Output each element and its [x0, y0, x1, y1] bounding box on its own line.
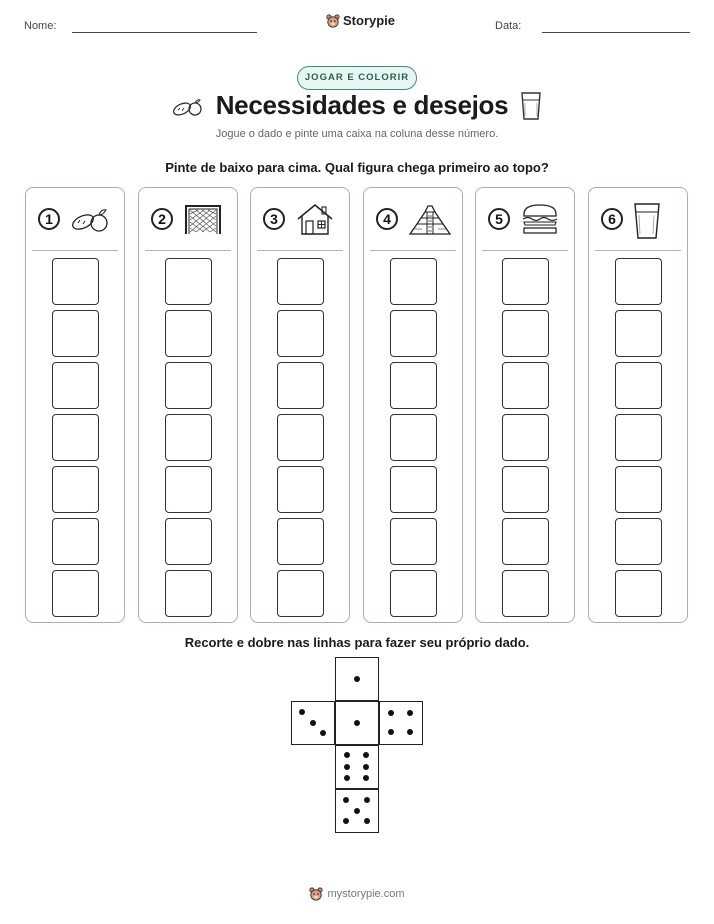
column-header [364, 202, 462, 236]
soccer-goal-icon [183, 202, 223, 241]
die-pip [364, 797, 370, 803]
color-box[interactable] [615, 310, 662, 357]
subtitle: Jogue o dado e pinte uma caixa na coluna desse número. [215, 128, 499, 140]
die-pip [363, 764, 369, 770]
column-header [251, 202, 349, 236]
color-box[interactable] [615, 414, 662, 461]
house-icon [295, 202, 335, 241]
die-pip [310, 720, 316, 726]
color-box[interactable] [52, 258, 99, 305]
color-box[interactable] [165, 362, 212, 409]
color-box[interactable] [615, 362, 662, 409]
column-divider [370, 250, 456, 251]
color-box[interactable] [277, 258, 324, 305]
die-pip [364, 818, 370, 824]
footer [0, 887, 714, 901]
die-pip [407, 729, 413, 735]
column-6 [588, 187, 688, 623]
glass-of-water-icon [633, 202, 661, 245]
column-5 [475, 187, 575, 623]
fruit-title-icon [172, 95, 204, 117]
column-divider [145, 250, 231, 251]
die-pip [344, 775, 350, 781]
brand-logo [326, 13, 395, 28]
die-face-1 [335, 657, 379, 701]
die-pip [344, 764, 350, 770]
color-box[interactable] [390, 362, 437, 409]
column-header [476, 202, 574, 236]
sandwich-icon [520, 202, 560, 241]
color-box[interactable] [390, 570, 437, 617]
color-box[interactable] [277, 414, 324, 461]
column-divider [482, 250, 568, 251]
die-face-6 [335, 745, 379, 789]
column-number: 1 [38, 208, 60, 230]
color-box[interactable] [390, 258, 437, 305]
color-box[interactable] [52, 414, 99, 461]
die-pip [299, 709, 305, 715]
activity-badge: JOGAR E COLORIR [297, 66, 417, 90]
name-label: Nome: [24, 20, 57, 32]
color-box[interactable] [165, 518, 212, 565]
color-box[interactable] [277, 310, 324, 357]
brand-name: Storypie [343, 13, 396, 28]
color-box[interactable] [52, 518, 99, 565]
fruit-icon [70, 202, 110, 241]
column-header [26, 202, 124, 236]
color-box[interactable] [390, 466, 437, 513]
color-box[interactable] [165, 570, 212, 617]
color-box[interactable] [502, 518, 549, 565]
column-header [139, 202, 237, 236]
color-box[interactable] [615, 518, 662, 565]
die-face-1 [335, 701, 379, 745]
die-pip [344, 752, 350, 758]
column-2 [138, 187, 238, 623]
title-row [0, 90, 714, 121]
instruction-bottom: Recorte e dobre nas linhas para fazer seu próprio dado. [184, 635, 530, 650]
color-box[interactable] [277, 466, 324, 513]
die-face-5 [335, 789, 379, 833]
color-box[interactable] [615, 258, 662, 305]
die-pip [343, 818, 349, 824]
bear-mascot-icon [326, 14, 340, 28]
color-box[interactable] [390, 414, 437, 461]
column-4 [363, 187, 463, 623]
column-3 [250, 187, 350, 623]
color-box[interactable] [502, 570, 549, 617]
color-box[interactable] [52, 310, 99, 357]
color-box[interactable] [502, 414, 549, 461]
page-title: Necessidades e desejos [215, 90, 509, 120]
column-number: 4 [376, 208, 398, 230]
die-pip [354, 720, 360, 726]
instruction-top: Pinte de baixo para cima. Qual figura chega primeiro ao topo? [165, 160, 549, 175]
die-pip [343, 797, 349, 803]
color-box[interactable] [277, 518, 324, 565]
die-pip [320, 730, 326, 736]
color-box[interactable] [277, 362, 324, 409]
date-label: Data: [495, 20, 522, 32]
column-number: 5 [488, 208, 510, 230]
date-line[interactable] [542, 32, 690, 33]
color-box[interactable] [165, 310, 212, 357]
color-box[interactable] [615, 466, 662, 513]
color-box[interactable] [165, 466, 212, 513]
glass-title-icon [520, 91, 542, 121]
die-pip [363, 775, 369, 781]
color-box[interactable] [502, 466, 549, 513]
color-box[interactable] [390, 310, 437, 357]
color-box[interactable] [502, 258, 549, 305]
color-box[interactable] [390, 518, 437, 565]
die-face-4 [379, 701, 423, 745]
die-pip [354, 676, 360, 682]
die-pip [354, 808, 360, 814]
pyramid-icon [408, 202, 452, 241]
color-box[interactable] [615, 570, 662, 617]
color-box[interactable] [52, 362, 99, 409]
column-divider [257, 250, 343, 251]
column-divider [32, 250, 118, 251]
footer-url: mystorypie.com [327, 888, 405, 900]
color-box[interactable] [165, 414, 212, 461]
column-number: 3 [263, 208, 285, 230]
column-number: 6 [601, 208, 623, 230]
column-1 [25, 187, 125, 623]
column-divider [595, 250, 681, 251]
name-line[interactable] [72, 32, 257, 33]
die-pip [363, 752, 369, 758]
column-header [589, 202, 687, 236]
die-pip [388, 710, 394, 716]
color-box[interactable] [165, 258, 212, 305]
column-number: 2 [151, 208, 173, 230]
die-pip [407, 710, 413, 716]
die-pip [388, 729, 394, 735]
color-box[interactable] [52, 466, 99, 513]
bear-mascot-icon [309, 887, 323, 901]
color-box[interactable] [52, 570, 99, 617]
color-box[interactable] [502, 362, 549, 409]
color-box[interactable] [277, 570, 324, 617]
color-box[interactable] [502, 310, 549, 357]
die-face-3 [291, 701, 335, 745]
